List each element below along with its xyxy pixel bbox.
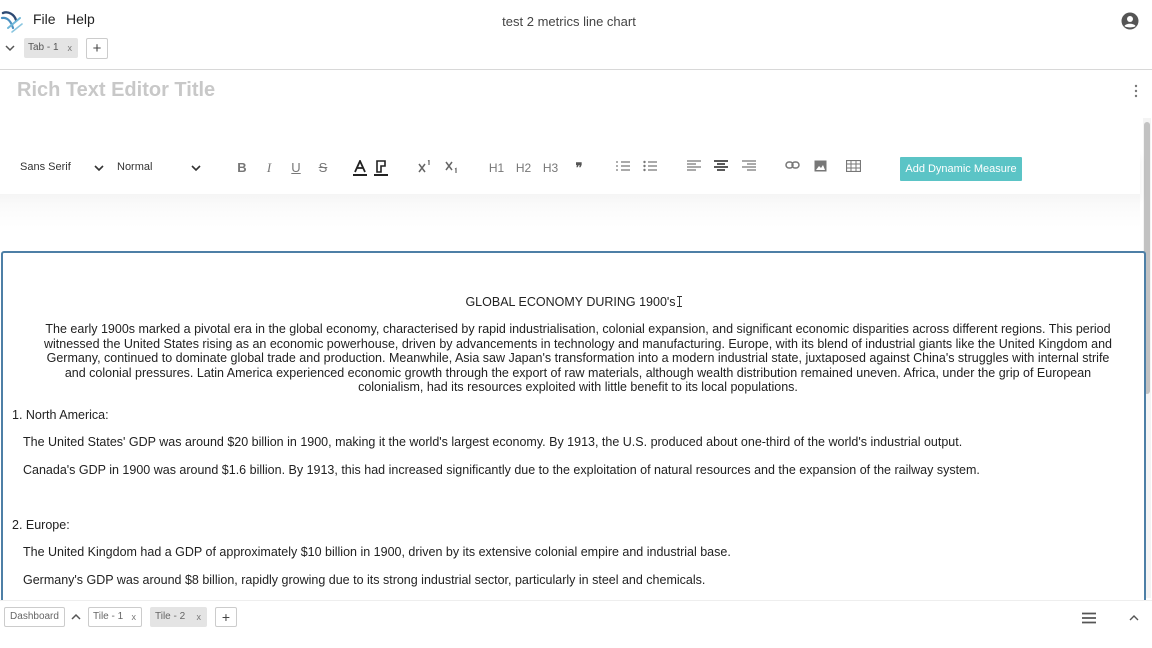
- tile-label: Tile - 1: [93, 611, 124, 622]
- bold-button[interactable]: B: [237, 160, 247, 175]
- add-tab-button[interactable]: +: [86, 38, 108, 59]
- image-icon[interactable]: [812, 159, 828, 177]
- add-dynamic-measure-button[interactable]: Add Dynamic Measure: [900, 157, 1022, 181]
- menu-icon[interactable]: [1082, 612, 1096, 624]
- strikethrough-button[interactable]: S: [318, 160, 328, 175]
- text-color-icon[interactable]: [352, 159, 368, 177]
- toolbar-shadow: [0, 194, 1140, 250]
- section-paragraph: The United Kingdom had a GDP of approximately $10 billion in 1900, driven by its extensive colonial empire and industrial base.: [23, 545, 731, 559]
- font-family-select[interactable]: [20, 161, 106, 173]
- intro-line: colonialism, had its resources exploited with little benefit to its local populations.: [358, 380, 798, 394]
- blockquote-icon[interactable]: ❞: [575, 160, 583, 175]
- link-icon[interactable]: [784, 159, 801, 177]
- font-family-value: Sans Serif: [20, 161, 71, 173]
- intro-line: Germany, continued to dominate global trade and production. Meanwhile, Asia saw Japan's transformation into a modern industrial state, juxtaposed against China's struggles with internal strife: [46, 351, 1110, 365]
- tile-2[interactable]: [150, 607, 207, 627]
- chevron-down-icon: [191, 164, 201, 172]
- chevron-down-icon: [94, 164, 104, 172]
- menu-help[interactable]: Help: [66, 11, 95, 27]
- section-heading: 1. North America:: [12, 408, 109, 422]
- superscript-icon[interactable]: [417, 159, 433, 177]
- chevron-down-icon[interactable]: [4, 42, 16, 54]
- rich-text-content[interactable]: [1, 251, 1146, 611]
- section-paragraph: The United States' GDP was around $20 billion in 1900, making it the world's largest economy. By 1913, the U.S. produced about one-third of the world's industrial output.: [23, 435, 963, 449]
- font-size-value: Normal: [117, 161, 153, 173]
- bullet-list-icon[interactable]: [642, 159, 658, 177]
- heading-2-button[interactable]: H2: [515, 161, 532, 175]
- section-heading: 2. Europe:: [12, 518, 70, 532]
- align-left-icon[interactable]: [686, 159, 702, 177]
- menu-file[interactable]: File: [33, 11, 56, 27]
- divider: [0, 69, 1152, 70]
- heading-3-button[interactable]: H3: [542, 161, 559, 175]
- chevron-up-icon[interactable]: [71, 613, 81, 621]
- heading-1-button[interactable]: H1: [488, 161, 505, 175]
- bottom-bar: [0, 600, 1152, 648]
- account-circle-icon[interactable]: [1121, 12, 1139, 30]
- chevron-up-icon[interactable]: [1129, 614, 1139, 621]
- top-bar: [0, 0, 1152, 36]
- heading-text: GLOBAL ECONOMY DURING 1900's: [465, 295, 676, 309]
- tile-close-button[interactable]: x: [131, 612, 136, 622]
- align-center-icon[interactable]: [713, 159, 729, 177]
- tile-close-button[interactable]: x: [196, 612, 201, 622]
- document-title: test 2 metrics line chart: [502, 14, 636, 29]
- align-right-icon[interactable]: [741, 159, 757, 177]
- dashboard-button[interactable]: Dashboard: [4, 607, 65, 627]
- tile-1[interactable]: [88, 607, 142, 627]
- subscript-icon[interactable]: [444, 159, 460, 177]
- ordered-list-icon[interactable]: [615, 159, 631, 177]
- intro-paragraph: [13, 322, 1143, 395]
- tile-label: Tile - 2: [155, 611, 186, 622]
- add-tile-button[interactable]: +: [215, 607, 237, 627]
- tab-close-button[interactable]: x: [67, 43, 72, 53]
- more-options-icon[interactable]: [1133, 84, 1139, 98]
- italic-button[interactable]: I: [266, 160, 272, 175]
- tab-label: Tab - 1: [28, 42, 59, 53]
- table-icon[interactable]: [845, 159, 862, 177]
- section-paragraph: Canada's GDP in 1900 was around $1.6 billion. By 1913, this had increased significantly due to the exploitation of natural resources and the expansion of the railway system.: [23, 463, 980, 477]
- underline-button[interactable]: U: [291, 160, 301, 175]
- font-size-select[interactable]: [117, 161, 203, 173]
- intro-line: and colonial pressures. Latin America experienced economic growth through the export of raw materials, although wealth distribution remained uneven. Africa, under the grip of European: [64, 365, 1092, 380]
- tab-strip: [0, 36, 1152, 68]
- editor-title-input[interactable]: Rich Text Editor Title: [17, 79, 216, 101]
- editor-toolbar: [0, 150, 1140, 194]
- content-heading: [3, 295, 1144, 309]
- section-paragraph: Germany's GDP was around $8 billion, rapidly growing due to its strong industrial sector, particularly in steel and chemicals.: [23, 573, 706, 587]
- intro-line: The early 1900s marked a pivotal era in the global economy, characterised by rapid industrialisation, colonial expansion, and significant economic disparities across different regions. This period: [45, 322, 1111, 336]
- text-cursor-icon: [677, 296, 682, 307]
- highlight-color-icon[interactable]: [373, 159, 389, 177]
- tab-1[interactable]: [24, 38, 78, 58]
- intro-line: witnessed the United States rising as an economic powerhouse, driven by advancements in technology and manufacturing. Europe, with its blend of industrial giants like the United Kingdom and: [44, 336, 1112, 351]
